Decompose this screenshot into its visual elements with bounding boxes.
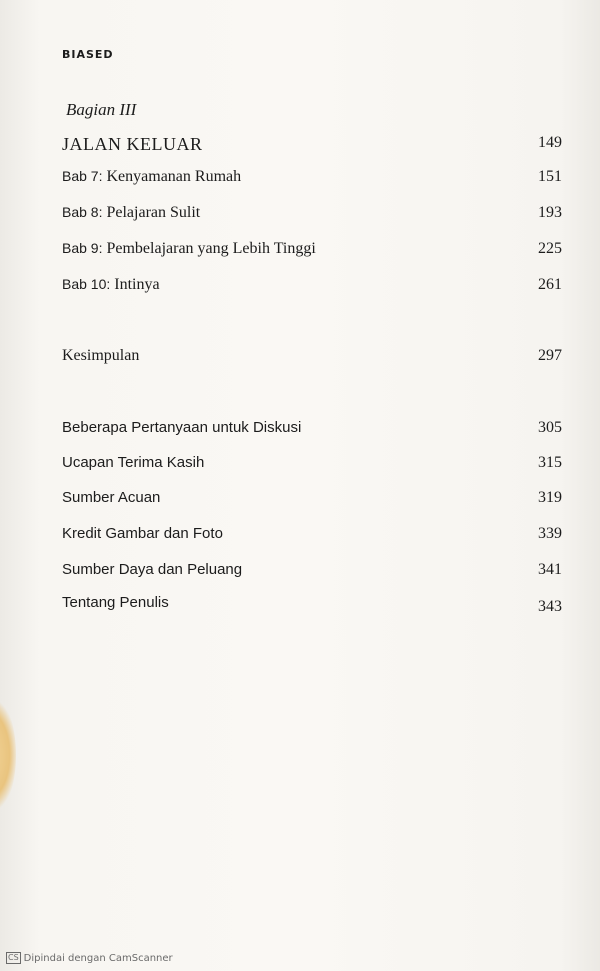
toc-entry-page: 261 (538, 276, 562, 293)
toc-entry-title: Kredit Gambar dan Foto (62, 525, 223, 542)
watermark-text: Dipindai dengan CamScanner (23, 952, 173, 964)
toc-entry-page: 343 (538, 598, 562, 615)
part-title: Bagian III (66, 100, 137, 119)
toc-entry-page: 341 (538, 561, 562, 578)
toc-entry-title: Ucapan Terima Kasih (62, 454, 205, 471)
toc-entry-page: 297 (538, 347, 562, 364)
toc-entry-backmatter (62, 525, 562, 551)
toc-entry-page: 225 (538, 240, 562, 257)
toc-entry-conclusion (62, 347, 562, 373)
toc-entry-backmatter (62, 561, 562, 587)
toc-entry-chapter-number: Bab 10: (62, 276, 111, 292)
toc-entry-backmatter (62, 454, 562, 480)
running-header: BIASED (62, 48, 114, 61)
toc-entry-title: Kenyamanan Rumah (106, 168, 242, 185)
scanner-watermark (6, 952, 173, 964)
toc-entry-page: 149 (538, 134, 562, 151)
toc-entry-chapter-number: Bab 9: (62, 240, 103, 256)
toc-entry-chapter (62, 204, 562, 230)
toc-entry-title: Tentang Penulis (62, 594, 169, 611)
toc-entry-section (62, 134, 562, 160)
toc-entry-chapter-number: Bab 8: (62, 204, 103, 220)
toc-entry-backmatter (62, 594, 562, 620)
toc-entry-title: Beberapa Pertanyaan untuk Diskusi (62, 419, 302, 436)
toc-entry-chapter (62, 168, 562, 194)
toc-entry-page: 193 (538, 204, 562, 221)
toc-entry-page: 305 (538, 419, 562, 436)
toc-entry-title: Pelajaran Sulit (106, 204, 201, 221)
toc-entry-chapter (62, 276, 562, 302)
toc-entry-backmatter (62, 489, 562, 515)
toc-entry-chapter-number: Bab 7: (62, 168, 103, 184)
toc-entry-page: 151 (538, 168, 562, 185)
camscanner-icon: CS (8, 953, 19, 962)
toc-entry-page: 339 (538, 525, 562, 542)
toc-entry-page: 319 (538, 489, 562, 506)
toc-entry-title: Sumber Acuan (62, 489, 161, 506)
toc-entry-backmatter (62, 419, 562, 445)
toc-entry-title: Pembelajaran yang Lebih Tinggi (106, 240, 316, 257)
toc-entry-title: Intinya (114, 276, 160, 293)
toc-entry-chapter (62, 240, 562, 266)
thumb-shadow (0, 700, 16, 810)
toc-entry-title: Kesimpulan (62, 347, 140, 364)
toc-entry-title: Sumber Daya dan Peluang (62, 561, 243, 578)
toc-entry-page: 315 (538, 454, 562, 471)
toc-entry-title: JALAN KELUAR (62, 134, 203, 154)
